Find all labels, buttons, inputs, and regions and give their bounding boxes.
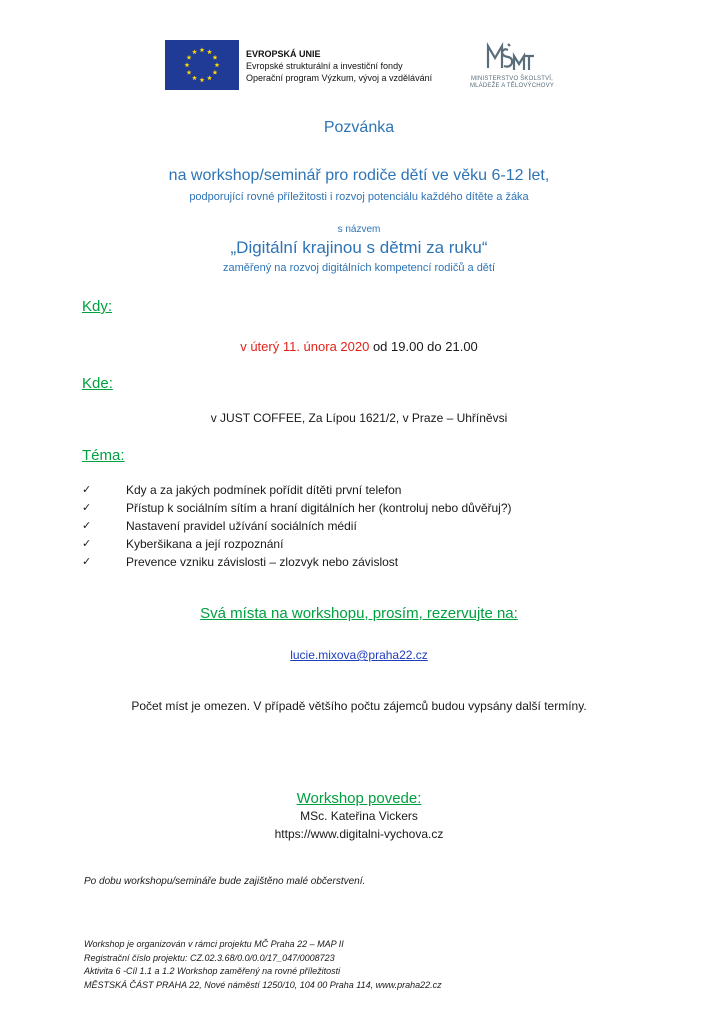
- footer: [84, 938, 442, 992]
- msmt-caption: [462, 76, 562, 90]
- footer-line: Workshop je organizován v rámci projektu MČ Praha 22 – MAP II: [84, 939, 344, 949]
- footer-line: Registrační číslo projektu: CZ.02.3.68/0.0/0.0/17_047/0008723: [84, 952, 335, 963]
- lead-heading: Workshop povede:: [296, 790, 422, 807]
- when-label: Kdy:: [82, 298, 113, 315]
- eu-star-icon: [187, 55, 192, 60]
- theme-text: Prevence vzniku závislosti – zlozvyk nebo závislost: [126, 555, 399, 569]
- invitation-subline: podporující rovné příležitosti i rozvoj potenciálu každého dítěte a žáka: [189, 191, 529, 203]
- eu-flag-logo: [165, 40, 239, 90]
- footer-line: MĚSTSKÁ ČÁST PRAHA 22, Nové náměstí 1250/10, 104 00 Praha 114, www.praha22.cz: [84, 979, 442, 990]
- eu-star-icon: [207, 75, 212, 80]
- theme-text: Nastavení pravidel užívání sociálních médií: [126, 519, 357, 533]
- checkmark-icon: ✓: [82, 538, 92, 550]
- eu-line: Evropské strukturální a investiční fondy: [246, 61, 403, 71]
- where-place: v JUST COFFEE, Za Lípou 1621/2, v Praze – Uhříněvsi: [210, 411, 508, 425]
- refreshment-note: Po dobu workshopu/semináře bude zajištěno malé občerstvení.: [84, 876, 366, 887]
- eu-star-icon: [192, 75, 197, 80]
- themes-label: Téma:: [82, 447, 125, 464]
- checkmark-icon: ✓: [82, 502, 92, 514]
- workshop-topic: „Digitální krajinou s dětmi za ruku“: [230, 238, 488, 257]
- msmt-caption-line: MLÁDEŽE A TĚLOVÝCHOVY: [469, 83, 555, 89]
- when-line: [0, 339, 718, 354]
- eu-line: Operační program Výzkum, vývoj a vzdělávání: [246, 73, 433, 83]
- workshop-topic-sub: zaměřený na rozvoj digitálních kompetencí rodičů a dětí: [222, 262, 496, 274]
- notice-text: Počet míst je omezen. V případě většího počtu zájemců budou vypsány další termíny.: [131, 699, 587, 713]
- eu-star-icon: [200, 47, 205, 52]
- email-wrapper: [0, 646, 718, 664]
- email-link[interactable]: lucie.mixova@praha22.cz: [290, 648, 428, 662]
- eu-funding-text: [246, 48, 432, 84]
- eu-stars-icon: [165, 40, 239, 90]
- checkmark-icon: ✓: [82, 484, 92, 496]
- msmt-caption-line: MINISTERSTVO ŠKOLSTVÍ,: [470, 76, 554, 82]
- checkmark-icon: ✓: [82, 520, 92, 532]
- footer-line: Aktivita 6 -Cíl 1.1 a 1.2 Workshop zaměřený na rovné příležitosti: [84, 966, 341, 976]
- theme-text: Přístup k sociálním sítím a hraní digitálních her (kontroluj nebo důvěřuj?): [126, 501, 512, 515]
- eu-star-icon: [192, 49, 197, 54]
- theme-text: Kyberšikana a její rozpoznání: [126, 537, 284, 551]
- eu-line: EVROPSKÁ UNIE: [246, 49, 321, 59]
- reservation-heading: Svá místa na workshopu, prosím, rezervujte na:: [200, 605, 518, 622]
- invitation-title: Pozvánka: [323, 119, 395, 136]
- theme-text: Kdy a za jakých podmínek pořídit dítěti první telefon: [126, 483, 402, 497]
- eu-star-icon: [215, 62, 220, 67]
- when-date: v úterý 11. února 2020: [240, 339, 370, 354]
- eu-star-icon: [185, 62, 190, 67]
- checkmark-icon: ✓: [82, 556, 92, 568]
- where-label: Kde:: [82, 375, 113, 392]
- lead-url[interactable]: https://www.digitalni-vychova.cz: [274, 827, 444, 841]
- eu-star-icon: [213, 70, 218, 75]
- when-time: od 19.00 do 21.00: [369, 339, 478, 354]
- invitation-headline: na workshop/seminář pro rodiče dětí ve věku 6-12 let,: [168, 167, 550, 184]
- eu-star-icon: [200, 77, 205, 82]
- lead-name: MSc. Kateřina Vickers: [300, 809, 418, 823]
- eu-star-icon: [207, 49, 212, 54]
- invitation-named: s názvem: [337, 224, 381, 235]
- eu-star-icon: [187, 70, 192, 75]
- eu-star-icon: [213, 55, 218, 60]
